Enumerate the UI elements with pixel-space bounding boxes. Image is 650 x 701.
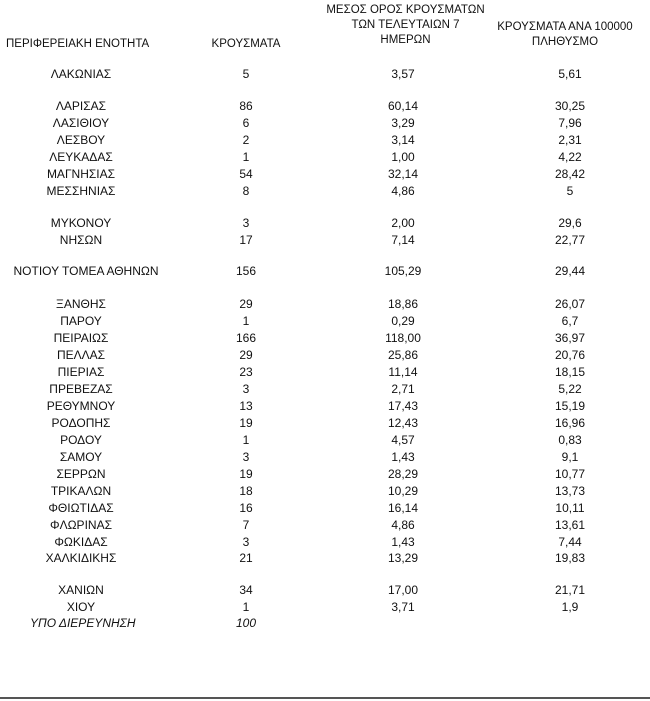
table-row — [0, 398, 650, 414]
table-row — [0, 132, 650, 148]
per100k-cell: 5,22 — [558, 382, 582, 396]
region-cell: ΞΑΝΘΗΣ — [56, 297, 106, 311]
table-row — [0, 449, 650, 465]
bottom-divider — [0, 697, 650, 699]
header-seven-day-average — [318, 3, 493, 48]
per100k-cell: 10,11 — [555, 501, 585, 515]
region-cell: ΡΟΔΟΠΗΣ — [51, 416, 111, 430]
avg-cell: 3,57 — [391, 67, 415, 81]
avg-cell: 1,43 — [391, 450, 415, 464]
table-row — [0, 415, 650, 431]
region-cell: ΥΠΟ ΔΙΕΡΕΥΝΗΣΗ — [30, 616, 136, 630]
avg-cell: 28,29 — [387, 467, 419, 481]
cases-cell: 13 — [239, 399, 253, 413]
cases-cell: 3 — [242, 382, 250, 396]
cases-cell: 166 — [235, 331, 257, 345]
per100k-cell: 13,73 — [554, 484, 586, 498]
cases-cell: 8 — [242, 184, 250, 198]
cases-cell: 34 — [239, 583, 253, 597]
cases-cell: 156 — [235, 264, 257, 278]
table-row — [0, 599, 650, 615]
region-cell: ΜΥΚΟΝΟΥ — [50, 216, 112, 230]
avg-cell: 17,43 — [387, 399, 419, 413]
avg-cell: 32,14 — [387, 167, 419, 181]
cases-cell: 3 — [242, 450, 250, 464]
cases-cell: 2 — [242, 133, 250, 147]
table-row — [0, 330, 650, 346]
table-row — [0, 313, 650, 329]
region-cell: ΣΑΜΟΥ — [59, 450, 103, 464]
avg-cell: 10,29 — [387, 484, 419, 498]
avg-cell: 4,86 — [391, 518, 415, 532]
avg-cell: 60,14 — [387, 99, 419, 113]
per100k-cell: 16,96 — [554, 416, 586, 430]
region-cell: ΛΑΡΙΣΑΣ — [55, 99, 107, 113]
avg-cell: 3,14 — [391, 133, 415, 147]
region-cell: ΧΑΝΙΩΝ — [58, 583, 104, 597]
region-cell: ΛΑΚΩΝΙΑΣ — [50, 67, 112, 81]
avg-cell: 1,43 — [391, 535, 415, 549]
cases-cell: 7 — [242, 518, 250, 532]
avg-cell: 105,29 — [384, 264, 422, 278]
region-cell: ΠΡΕΒΕΖΑΣ — [49, 382, 113, 396]
cases-cell: 1 — [242, 433, 250, 447]
table-row — [0, 215, 650, 231]
region-cell: ΤΡΙΚΑΛΩΝ — [50, 484, 112, 498]
avg-cell: 4,57 — [391, 433, 415, 447]
table-row-under-investigation — [0, 615, 650, 631]
cases-cell: 1 — [242, 600, 250, 614]
region-cell: ΛΑΣΙΘΙΟΥ — [52, 116, 110, 130]
avg-cell: 12,43 — [387, 416, 419, 430]
avg-cell: 2,00 — [391, 216, 415, 230]
per100k-cell: 0,83 — [558, 433, 582, 447]
table-row — [0, 381, 650, 397]
table-row — [0, 98, 650, 114]
table-row — [0, 166, 650, 182]
region-cell: ΠΙΕΡΙΑΣ — [57, 365, 105, 379]
per100k-cell: 21,71 — [554, 583, 586, 597]
table-row — [0, 432, 650, 448]
table-row — [0, 550, 650, 566]
header-cases-per-100k — [480, 20, 650, 50]
avg-cell: 3,29 — [391, 116, 415, 130]
cases-cell: 29 — [239, 297, 253, 311]
avg-cell: 11,14 — [388, 365, 418, 379]
cases-cell: 19 — [239, 467, 253, 481]
header-per-line-1: ΚΡΟΥΣΜΑΤΑ ΑΝΑ 100000 — [497, 21, 633, 33]
per100k-cell: 10,77 — [554, 467, 586, 481]
cases-cell: 6 — [242, 116, 250, 130]
per100k-cell: 4,22 — [558, 150, 582, 164]
header-avg-line-3: ΗΜΕΡΩΝ — [380, 34, 431, 46]
per100k-cell: 20,76 — [554, 348, 586, 362]
avg-cell: 13,29 — [387, 551, 419, 565]
per100k-cell: 9,1 — [561, 450, 579, 464]
cases-cell: 1 — [242, 314, 250, 328]
table-row — [0, 582, 650, 598]
per100k-cell: 28,42 — [554, 167, 586, 181]
region-cell: ΝΟΤΙΟΥ ΤΟΜΕΑ ΑΘΗΝΩΝ — [13, 264, 159, 278]
table-row — [0, 466, 650, 482]
avg-cell: 2,71 — [391, 382, 415, 396]
region-cell: ΜΕΣΣΗΝΙΑΣ — [46, 184, 116, 198]
table-row — [0, 364, 650, 380]
avg-cell: 0,29 — [391, 314, 415, 328]
per100k-cell: 29,44 — [554, 264, 586, 278]
cases-cell: 16 — [239, 501, 253, 515]
region-cell: ΧΑΛΚΙΔΙΚΗΣ — [45, 551, 117, 565]
cases-cell: 3 — [242, 535, 250, 549]
avg-cell: 17,00 — [387, 583, 419, 597]
table-row — [0, 232, 650, 248]
avg-cell: 16,14 — [387, 501, 419, 515]
avg-cell: 18,86 — [387, 297, 419, 311]
per100k-cell: 2,31 — [558, 133, 582, 147]
cases-cell: 19 — [239, 416, 253, 430]
region-cell: ΝΗΣΩΝ — [59, 233, 103, 247]
cases-cell: 100 — [235, 616, 257, 630]
table-row — [0, 517, 650, 533]
per100k-cell: 15,19 — [554, 399, 586, 413]
per100k-cell: 26,07 — [554, 297, 586, 311]
region-cell: ΠΕΙΡΑΙΩΣ — [53, 331, 109, 345]
cases-cell: 5 — [242, 67, 250, 81]
region-cell: ΠΑΡΟΥ — [60, 314, 102, 328]
table-row — [0, 483, 650, 499]
cases-cell: 3 — [242, 216, 250, 230]
header-avg-line-1: ΜΕΣΟΣ ΟΡΟΣ ΚΡΟΥΣΜΑΤΩΝ — [326, 4, 485, 16]
per100k-cell: 1,9 — [561, 600, 579, 614]
table-row — [0, 149, 650, 165]
avg-cell: 25,86 — [387, 348, 419, 362]
per100k-cell: 19,83 — [554, 551, 586, 565]
avg-cell: 1,00 — [391, 150, 415, 164]
region-cell: ΛΕΥΚΑΔΑΣ — [49, 150, 113, 164]
cases-cell: 86 — [239, 99, 253, 113]
table-row — [0, 296, 650, 312]
region-cell: ΠΕΛΛΑΣ — [56, 348, 106, 362]
per100k-cell: 5 — [566, 184, 574, 198]
header-avg-line-2: ΤΩΝ ΤΕΛΕΥΤΑΙΩΝ 7 — [351, 19, 460, 31]
cases-cell: 21 — [239, 551, 253, 565]
cases-cell: 29 — [239, 348, 253, 362]
per100k-cell: 18,15 — [554, 365, 586, 379]
avg-cell: 3,71 — [391, 600, 415, 614]
avg-cell: 118,00 — [385, 331, 421, 345]
table-row — [0, 66, 650, 82]
region-cell: ΛΕΣΒΟΥ — [56, 133, 106, 147]
per100k-cell: 7,96 — [558, 116, 582, 130]
per100k-cell: 6,7 — [561, 314, 579, 328]
per100k-cell: 30,25 — [554, 99, 586, 113]
table-row — [0, 347, 650, 363]
cases-cell: 17 — [239, 233, 253, 247]
cases-cell: 18 — [239, 484, 253, 498]
cases-cell: 1 — [242, 150, 250, 164]
region-cell: ΧΙΟΥ — [66, 600, 96, 614]
avg-cell: 4,86 — [391, 184, 415, 198]
table-row — [0, 534, 650, 550]
table-row — [0, 500, 650, 516]
region-cell: ΡΕΘΥΜΝΟΥ — [46, 399, 116, 413]
header-per-line-2: ΠΛΗΘΥΣΜΟ — [531, 36, 599, 48]
region-cell: ΜΑΓΝΗΣΙΑΣ — [46, 167, 116, 181]
region-cell: ΦΘΙΩΤΙΔΑΣ — [48, 501, 114, 515]
per100k-cell: 5,61 — [558, 67, 582, 81]
per100k-cell: 22,77 — [554, 233, 586, 247]
per100k-cell: 29,6 — [558, 216, 582, 230]
table-row — [0, 115, 650, 131]
region-cell: ΦΩΚΙΔΑΣ — [54, 535, 108, 549]
avg-cell: 7,14 — [391, 233, 415, 247]
header-region: ΠΕΡΙΦΕΡΕΙΑΚΗ ΕΝΟΤΗΤΑ — [6, 38, 150, 50]
cases-cell: 54 — [239, 167, 253, 181]
per100k-cell: 36,97 — [554, 331, 586, 345]
per100k-cell: 13,61 — [554, 518, 586, 532]
region-cell: ΦΛΩΡΙΝΑΣ — [50, 518, 112, 532]
region-cell: ΣΕΡΡΩΝ — [56, 467, 106, 481]
cases-cell: 23 — [239, 365, 253, 379]
table-row — [0, 183, 650, 199]
table-row — [0, 263, 650, 279]
per100k-cell: 7,44 — [558, 535, 582, 549]
header-cases: ΚΡΟΥΣΜΑΤΑ — [211, 38, 281, 50]
region-cell: ΡΟΔΟΥ — [60, 433, 102, 447]
